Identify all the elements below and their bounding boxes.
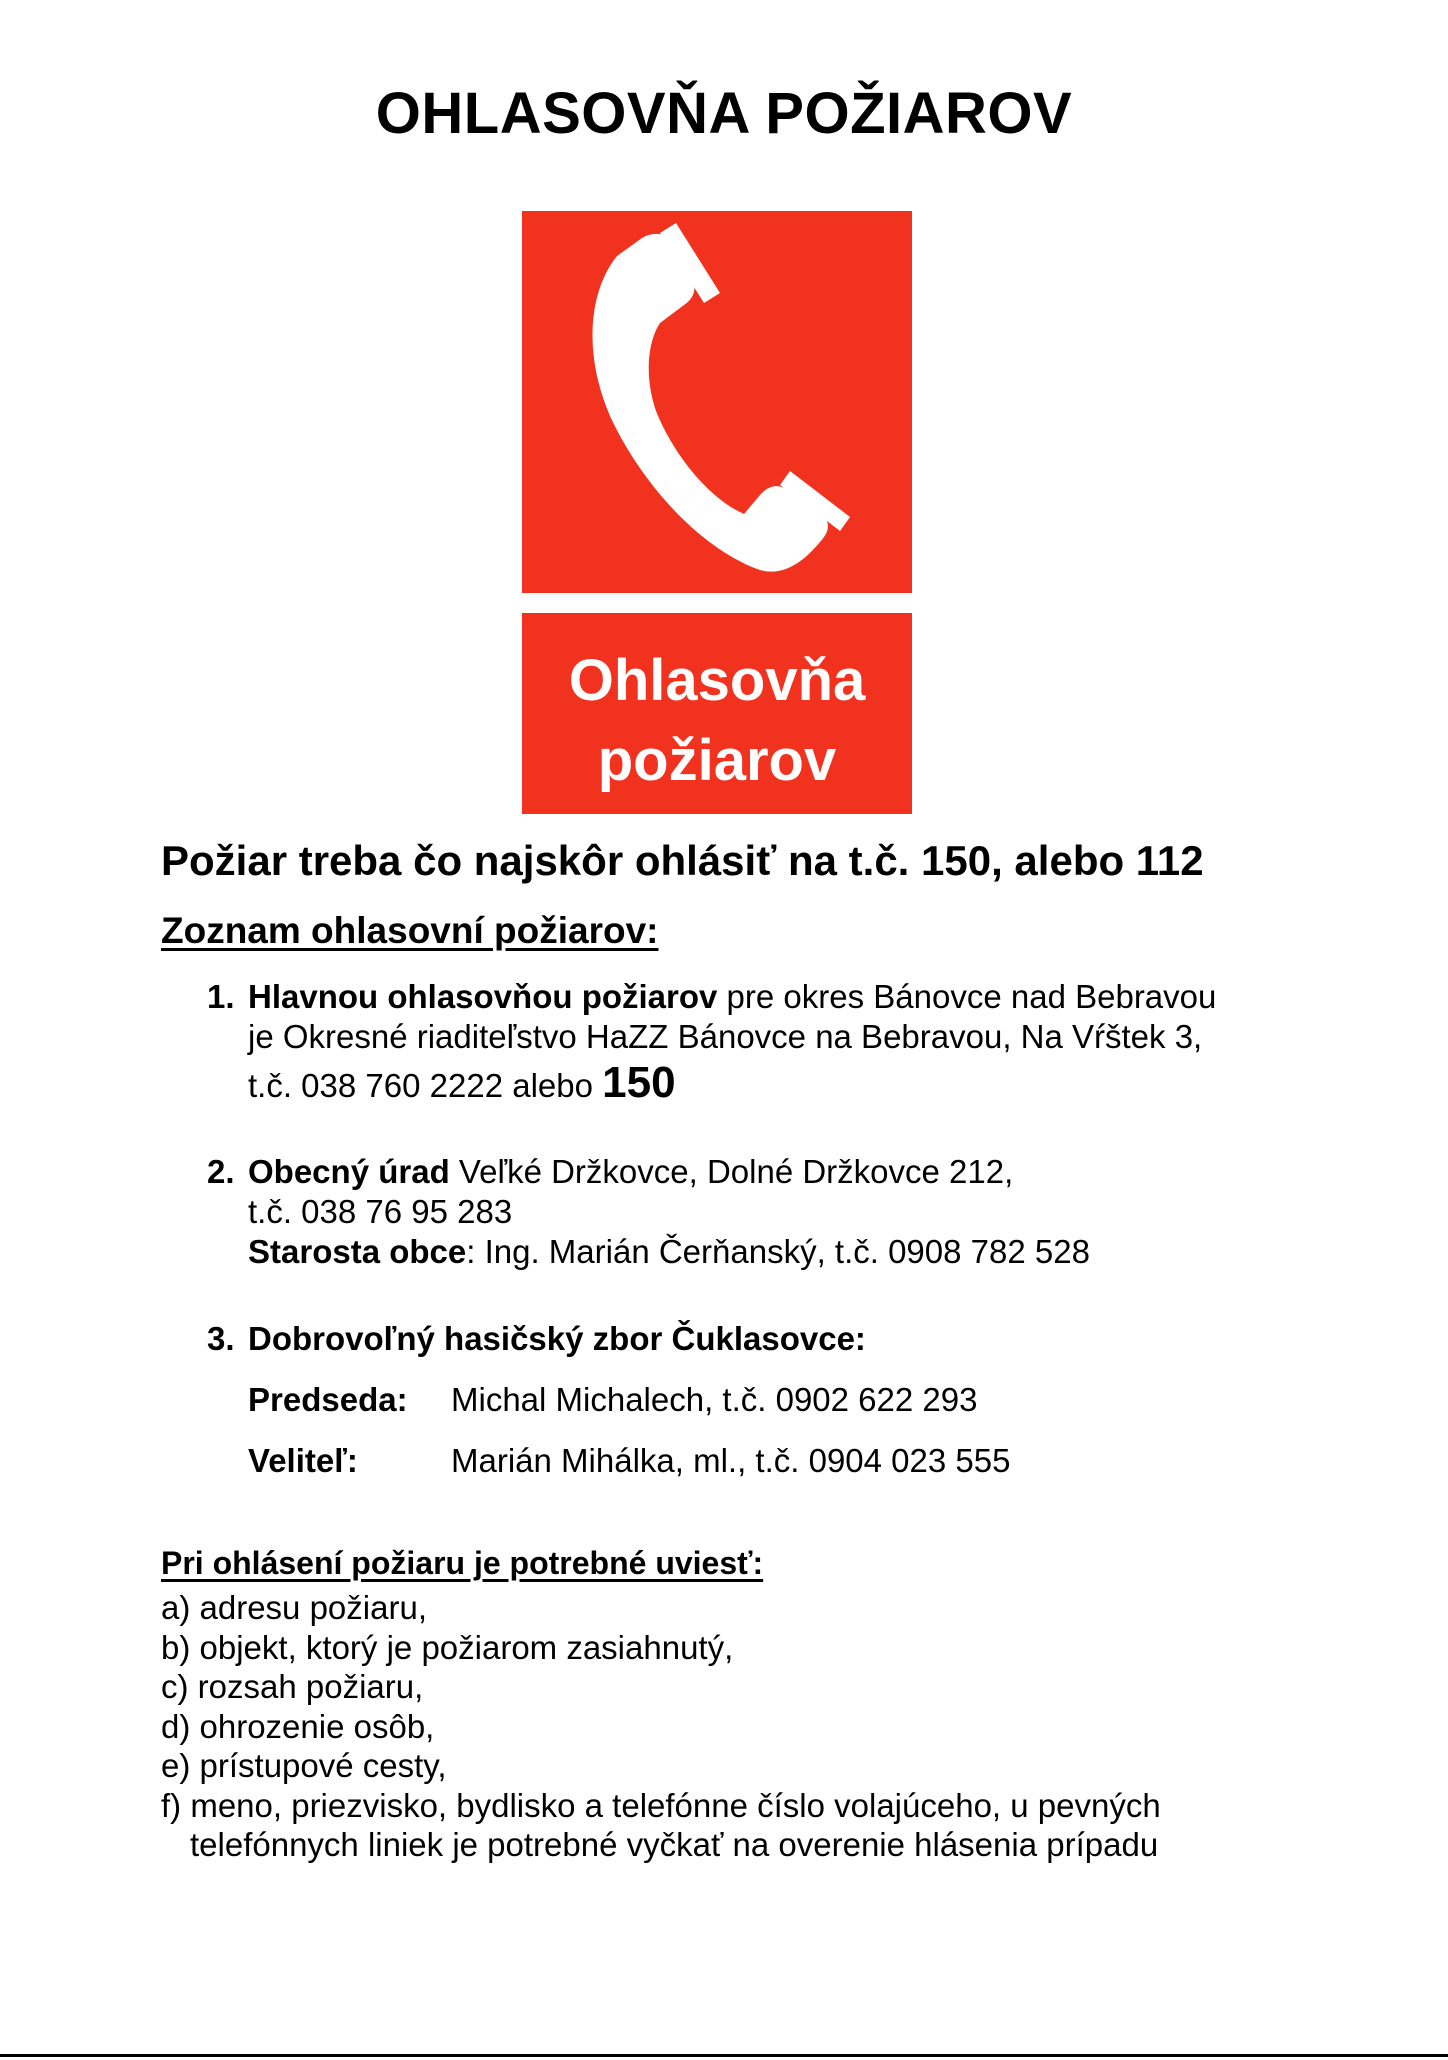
item-2-line1-rest: Veľké Držkovce, Dolné Držkovce 212, <box>449 1153 1014 1190</box>
requirement-a: a) adresu požiaru, <box>161 1589 427 1626</box>
item-1-phone: t.č. 038 760 2222 alebo <box>248 1067 603 1104</box>
sign-text-line1: Ohlasovňa <box>568 648 866 713</box>
sign-icon-panel <box>522 211 912 593</box>
sign-text-line2: požiarov <box>597 728 837 793</box>
page-title: OHLASOVŇA POŽIAROV <box>375 81 1073 146</box>
requirement-f: f) meno, priezvisko, bydlisko a telefónne číslo volajúceho, u pevných <box>161 1787 1161 1824</box>
item-1-line2: je Okresné riaditeľstvo HaZZ Bánovce na Bebravou, Na Vŕštek 3, <box>248 1018 1203 1055</box>
item-1-emergency-number: 150 <box>602 1058 676 1107</box>
item-1-number: 1. <box>207 978 235 1015</box>
item-1-line1 <box>248 978 1216 1016</box>
item-3-title: Dobrovoľný hasičský zbor Čuklasovce: <box>248 1320 866 1357</box>
bottom-rule <box>0 2054 1448 2057</box>
item-3-row-1-label: Predseda: <box>248 1381 408 1418</box>
item-1-title: Hlavnou ohlasovňou požiarov <box>248 978 718 1015</box>
item-2-title: Obecný úrad <box>248 1153 450 1190</box>
requirement-c: c) rozsah požiaru, <box>161 1668 424 1705</box>
item-2-line3 <box>248 1233 1090 1271</box>
item-2-mayor-info: : Ing. Marián Čerňanský, t.č. 0908 782 528 <box>466 1233 1090 1270</box>
requirement-d: d) ohrozenie osôb, <box>161 1708 435 1745</box>
item-2-mayor-label: Starosta obce <box>248 1233 467 1270</box>
requirement-e: e) prístupové cesty, <box>161 1747 447 1784</box>
fire-reporting-sign <box>522 211 912 814</box>
item-2-number: 2. <box>207 1153 235 1190</box>
item-3-row-1-value: Michal Michalech, t.č. 0902 622 293 <box>451 1381 978 1418</box>
telephone-handset-icon <box>522 211 912 593</box>
item-3-number: 3. <box>207 1320 235 1357</box>
item-3-row-2-label: Veliteľ: <box>248 1442 358 1479</box>
item-3-row-2-value: Marián Mihálka, ml., t.č. 0904 023 555 <box>451 1442 1011 1479</box>
requirements-heading: Pri ohlásení požiaru je potrebné uviesť: <box>161 1545 764 1581</box>
item-1-line3 <box>248 1058 676 1108</box>
item-2-phone: t.č. 038 76 95 283 <box>248 1193 513 1230</box>
item-1-line1-rest: pre okres Bánovce nad Bebravou <box>717 978 1217 1015</box>
requirement-f-continued: telefónnych liniek je potrebné vyčkať na overenie hlásenia prípadu <box>190 1826 1159 1863</box>
item-2-line1 <box>248 1153 1013 1191</box>
list-heading: Zoznam ohlasovní požiarov: <box>161 910 659 951</box>
requirement-b: b) objekt, ktorý je požiarom zasiahnutý, <box>161 1629 734 1666</box>
emergency-headline: Požiar treba čo najskôr ohlásiť na t.č. 150, alebo 112 <box>161 837 1204 884</box>
